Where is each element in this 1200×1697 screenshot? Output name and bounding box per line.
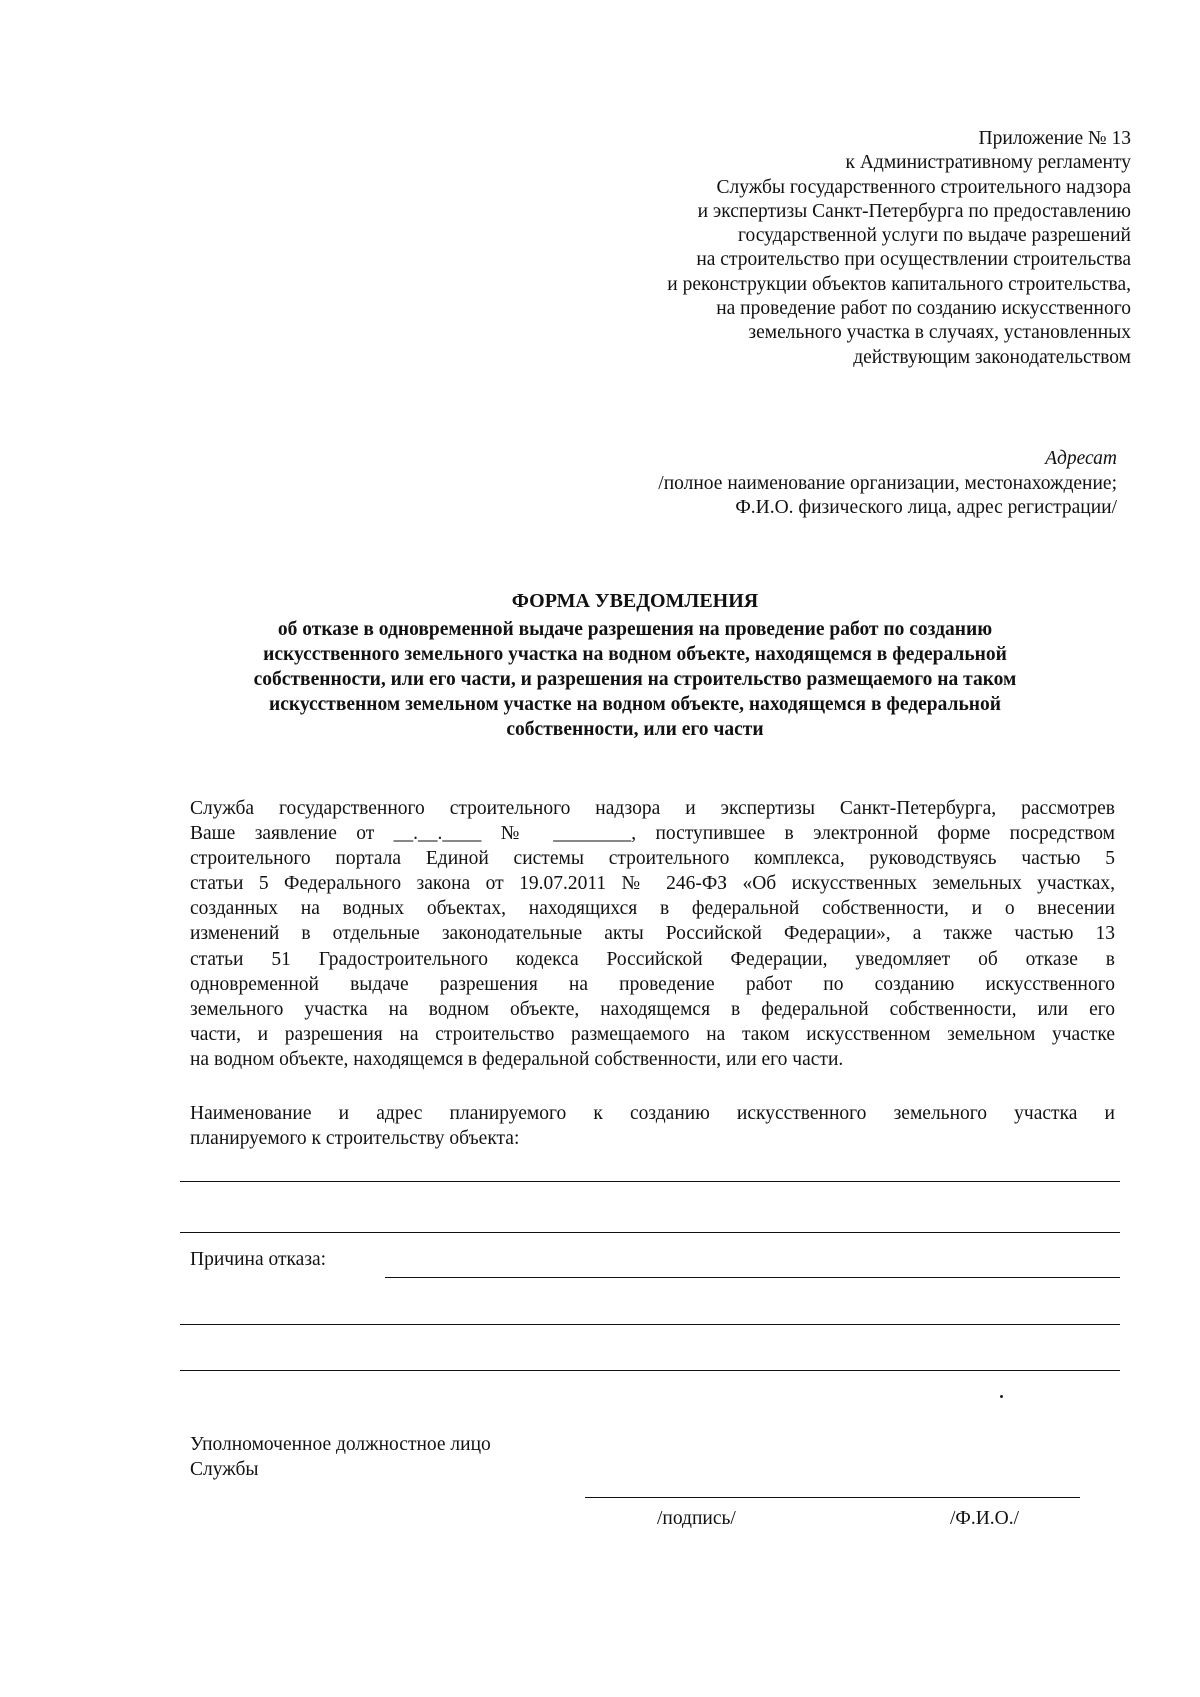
body-line: Ваше заявление от __.__.____ № ________, поступившее в электронной форме посредством [190, 823, 1115, 845]
authorized-official [190, 1432, 491, 1482]
body-line: созданных на водных объектах, находящихся в федеральной собственности, и о внесении [190, 898, 1115, 920]
appendix-header [667, 127, 1131, 370]
subtitle-line: собственности, или его части [506, 719, 764, 740]
body-line: Служба государственного строительного надзора и экспертизы Санкт-Петербурга, рассмотрев [190, 798, 1115, 819]
body-line: на водном объекте, находящемся в федеральной собственности, или его части. [190, 1048, 844, 1070]
addressee-hint-line: /полное наименование организации, местонахождение; [658, 472, 1117, 494]
document-title: ФОРМА УВЕДОМЛЕНИЯ [511, 590, 759, 612]
signature-label: /подпись/ [657, 1508, 736, 1529]
addressee-label: Адресат [1045, 448, 1117, 469]
appendix-line: Службы государственного строительного надзора [716, 176, 1131, 198]
body-line: одновременной выдаче разрешения на проведение работ по созданию искусственного [190, 973, 1115, 995]
appendix-line: на строительство при осуществлении строительства [696, 249, 1131, 271]
object-address-fill-line[interactable] [180, 1232, 1120, 1233]
reason-label: Причина отказа: [190, 1249, 327, 1270]
subtitle-line: собственности, или его части, и разрешения на строительство размещаемого на таком [253, 669, 1017, 690]
body-line: статьи 51 Градостроительного кодекса Российской Федерации, уведомляет об отказе в [190, 948, 1115, 970]
appendix-number: Приложение № 13 [978, 128, 1131, 149]
addressee-block [658, 447, 1117, 521]
appendix-line: на проведение работ по созданию искусственного [716, 298, 1131, 320]
body-line: изменений в отдельные законодательные акты Российской Федерации», а также частью 13 [190, 923, 1115, 945]
addressee-hint-line: Ф.И.О. физического лица, адрес регистрации/ [735, 497, 1117, 518]
appendix-line: и реконструкции объектов капитального строительства, [667, 273, 1131, 295]
fio-label: /Ф.И.О./ [950, 1508, 1020, 1529]
official-service: Службы [190, 1459, 259, 1480]
official-title: Уполномоченное должностное лицо [190, 1434, 491, 1455]
appendix-line: действующим законодательством [853, 346, 1131, 368]
naming-line: планируемого к строительству объекта: [190, 1128, 520, 1149]
appendix-line: земельного участка в случаях, установленных [748, 322, 1131, 344]
stray-mark [1000, 1395, 1003, 1398]
body-line: части, и разрешения на строительство размещаемого на таком искусственном земельном участке [190, 1023, 1115, 1045]
subtitle-line: об отказе в одновременной выдаче разрешения на проведение работ по созданию [277, 619, 993, 640]
body-line: земельного участка на водном объекте, находящемся в федеральной собственности, или его [190, 998, 1115, 1020]
body-line: строительного портала Единой системы строительного комплекса, руководствуясь частью 5 [190, 848, 1115, 870]
appendix-line: государственной услуги по выдаче разрешений [737, 225, 1131, 247]
subtitle-line: искусственном земельном участке на водном объекте, находящемся в федеральной [268, 694, 1001, 715]
naming-line: Наименование и адрес планируемого к созданию искусственного земельного участка и [190, 1103, 1115, 1124]
object-naming-section [190, 1101, 1115, 1151]
appendix-line: и экспертизы Санкт-Петербурга по предоставлению [697, 200, 1131, 222]
signature-fill-line[interactable] [585, 1497, 1080, 1498]
body-paragraph [190, 796, 1115, 1072]
reason-fill-line-3[interactable] [180, 1370, 1120, 1371]
appendix-line: к Административному регламенту [845, 152, 1131, 174]
document-subtitle [190, 617, 1080, 742]
object-name-fill-line[interactable] [180, 1181, 1120, 1182]
body-line: статьи 5 Федерального закона от 19.07.2011 № 246-ФЗ «Об искусственных земельных участках, [190, 873, 1115, 895]
subtitle-line: искусственного земельного участка на водном объекте, находящемся в федеральной [263, 644, 1007, 665]
reason-fill-line-2[interactable] [180, 1324, 1120, 1325]
reason-fill-line[interactable] [385, 1277, 1120, 1278]
